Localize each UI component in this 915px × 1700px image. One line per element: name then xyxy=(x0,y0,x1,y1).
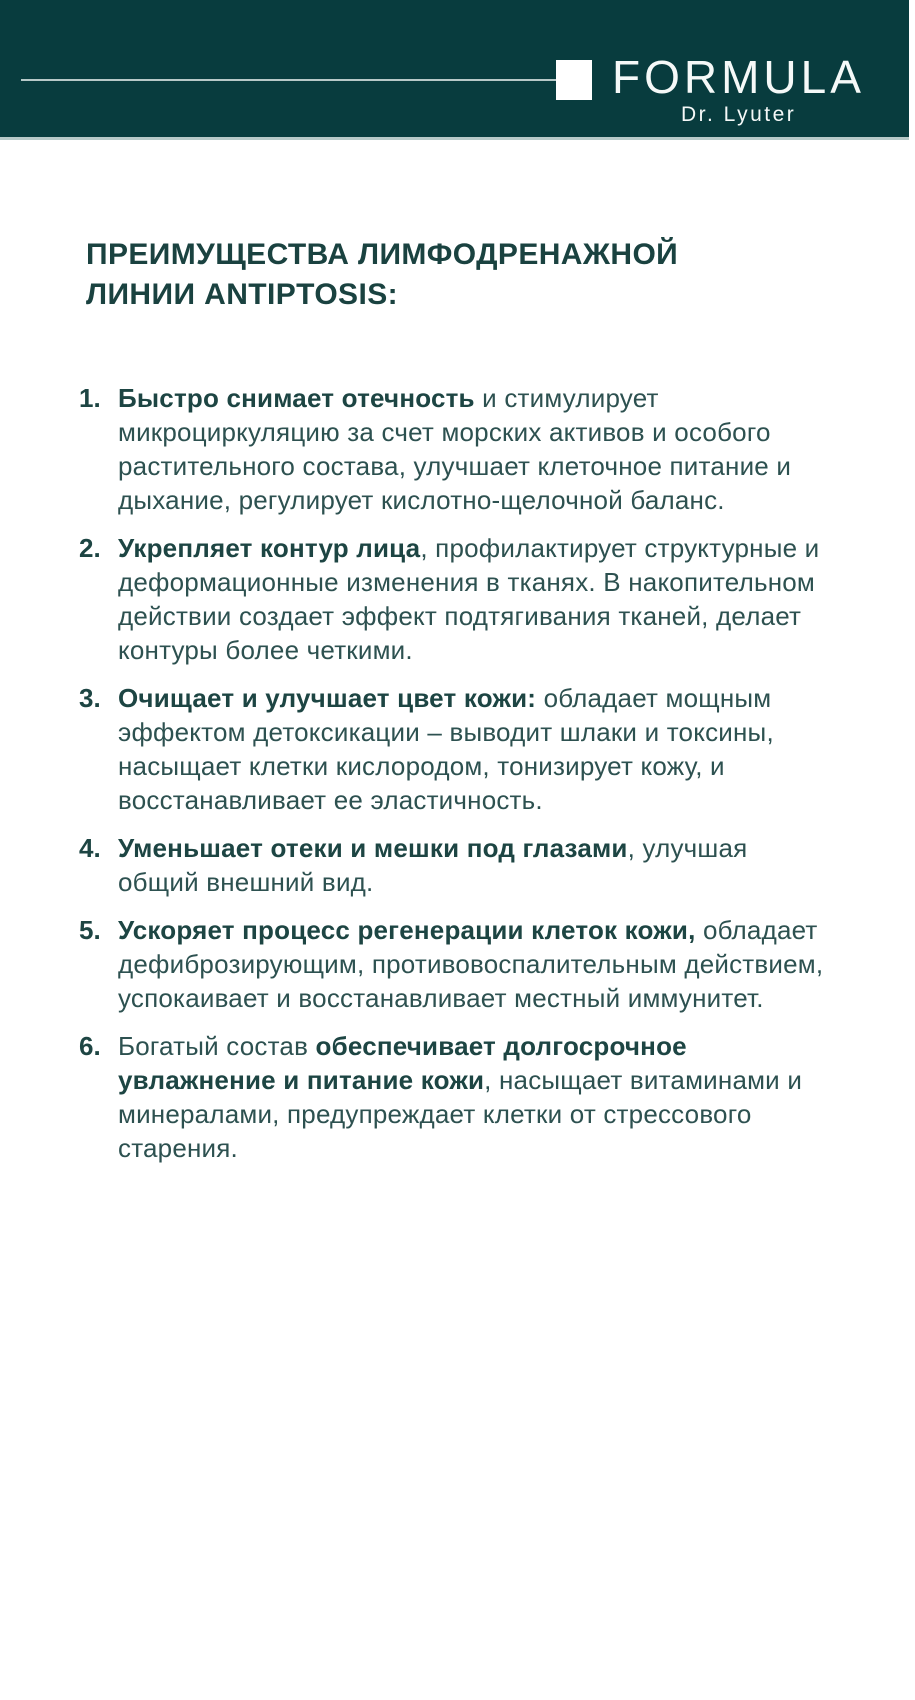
benefit-number: 4. xyxy=(79,833,101,863)
benefit-number: 1. xyxy=(79,383,101,413)
benefit-number: 6. xyxy=(79,1031,101,1061)
brand-logo-subtext: Dr. Lyuter xyxy=(681,103,797,126)
page-title xyxy=(86,235,915,315)
benefit-text: Ускоряет процесс регенерации клеток кожи, обладает дефиброзирующим, противовоспалительным действием, успокаивает и восстанавливает местный иммунитет. xyxy=(118,915,824,1013)
benefit-text: Уменьшает отеки и мешки под глазами, улучшая общий внешний вид. xyxy=(118,833,748,897)
benefit-item xyxy=(79,831,915,899)
page-title-line-2: ЛИНИИ ANTIPTOSIS: xyxy=(86,278,399,311)
main-content xyxy=(0,143,915,1179)
page-title-line-1: ПРЕИМУЩЕСТВА ЛИМФОДРЕНАЖНОЙ xyxy=(86,238,679,271)
brand-square-icon xyxy=(556,60,592,100)
benefit-number: 5. xyxy=(79,915,101,945)
benefit-number: 3. xyxy=(79,683,101,713)
header-rule xyxy=(21,79,556,81)
benefits-list xyxy=(79,381,915,1165)
benefit-number: 2. xyxy=(79,533,101,563)
benefit-item xyxy=(79,381,915,517)
brand-header xyxy=(0,0,909,140)
benefit-item xyxy=(79,681,915,817)
benefit-item xyxy=(79,913,915,1015)
benefit-item xyxy=(79,531,915,667)
brand-logo-text: FORMULA xyxy=(612,51,865,103)
benefit-text: Очищает и улучшает цвет кожи: обладает мощным эффектом детоксикации – выводит шлаки и токсины, насыщает клетки кислородом, тонизирует кожу, и восстанавливает ее эластичность. xyxy=(118,683,774,815)
benefit-text: Быстро снимает отечность и стимулирует микроциркуляцию за счет морских активов и особого растительного состава, улучшает клеточное питание и дыхание, регулирует кислотно-щелочной баланс. xyxy=(118,383,792,515)
benefit-text: Укрепляет контур лица, профилактирует структурные и деформационные изменения в тканях. В накопительном действии создает эффект подтягивания тканей, делает контуры более четкими. xyxy=(118,533,820,665)
benefit-item xyxy=(79,1029,915,1165)
benefit-text: Богатый состав обеспечивает долгосрочное увлажнение и питание кожи, насыщает витаминами и минералами, предупреждает клетки от стрессового старения. xyxy=(118,1031,803,1163)
